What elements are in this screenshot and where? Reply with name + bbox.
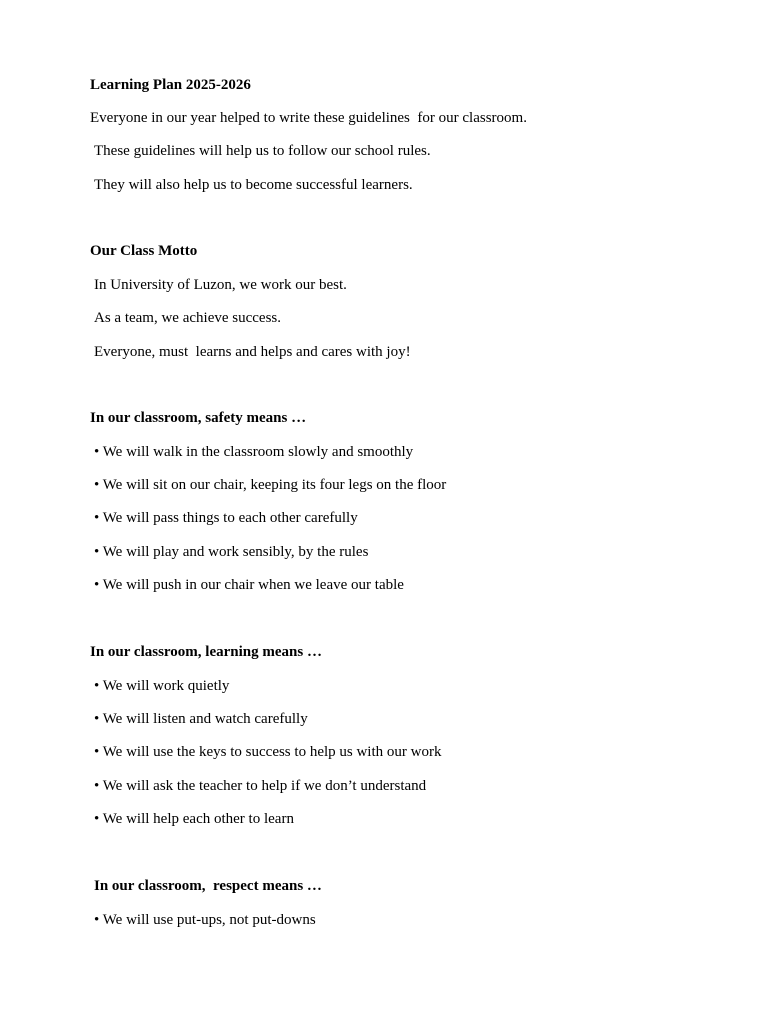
- learning-list-item: • We will use the keys to success to help us with our work: [94, 744, 442, 760]
- intro-line: They will also help us to become successful learners.: [94, 177, 413, 193]
- motto-heading: Our Class Motto: [90, 243, 198, 259]
- learning-list-item: • We will listen and watch carefully: [94, 711, 308, 727]
- learning-list-item: • We will work quietly: [94, 678, 230, 694]
- motto-line: In University of Luzon, we work our best.: [94, 277, 347, 293]
- safety-list-item: • We will sit on our chair, keeping its four legs on the floor: [94, 477, 447, 493]
- learning-list-item: • We will help each other to learn: [94, 811, 294, 827]
- document-title: Learning Plan 2025-2026: [90, 77, 251, 93]
- intro-line: These guidelines will help us to follow our school rules.: [94, 143, 431, 159]
- respect-heading: In our classroom, respect means …: [94, 878, 322, 894]
- learning-list-item: • We will ask the teacher to help if we don’t understand: [94, 778, 427, 794]
- safety-list-item: • We will push in our chair when we leave our table: [94, 577, 404, 593]
- safety-heading: In our classroom, safety means …: [90, 410, 307, 426]
- respect-list-item: • We will use put-ups, not put-downs: [94, 912, 316, 928]
- motto-line: As a team, we achieve success.: [94, 310, 282, 326]
- motto-line: Everyone, must learns and helps and cares with joy!: [94, 344, 411, 360]
- safety-list-item: • We will pass things to each other carefully: [94, 510, 358, 526]
- safety-list-item: • We will walk in the classroom slowly and smoothly: [94, 444, 414, 460]
- intro-line: Everyone in our year helped to write these guidelines for our classroom.: [90, 110, 527, 126]
- safety-list-item: • We will play and work sensibly, by the rules: [94, 544, 369, 560]
- learning-heading: In our classroom, learning means …: [90, 644, 322, 660]
